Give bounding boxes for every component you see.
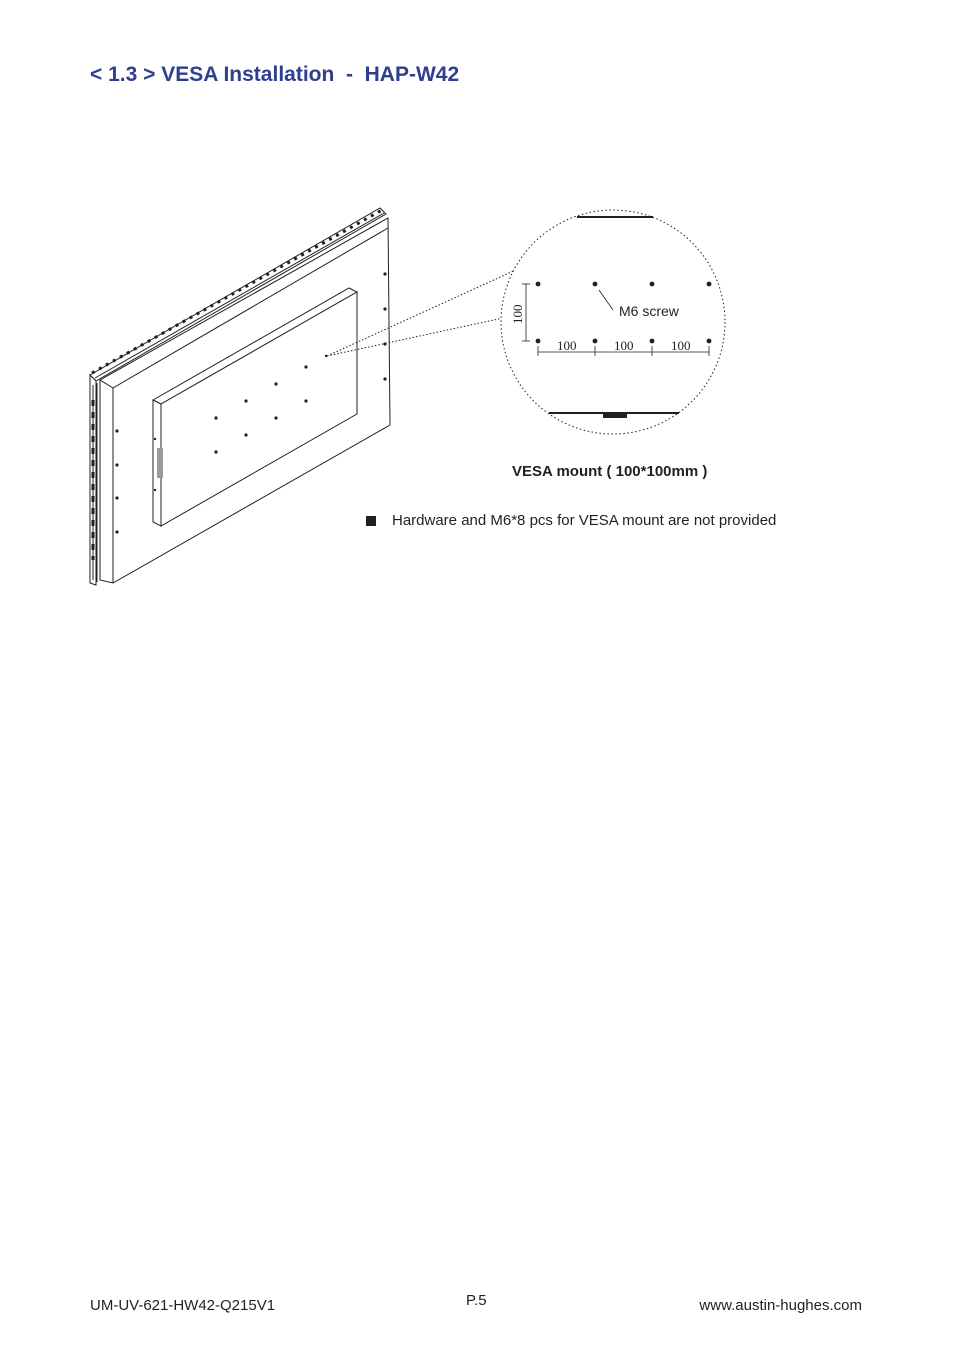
footer-page-number: P.5 xyxy=(466,1292,487,1309)
note-item xyxy=(366,512,776,529)
dimension-horizontal-label: 100 xyxy=(671,338,691,353)
section-title: < 1.3 > VESA Installation - HAP-W42 xyxy=(90,63,460,86)
dimension-horizontal-label: 100 xyxy=(614,338,634,353)
square-bullet-icon xyxy=(366,516,376,526)
dimension-vertical-label: 100 xyxy=(510,304,525,324)
footer-website: www.austin-hughes.com xyxy=(699,1297,862,1314)
screw-label: M6 screw xyxy=(619,303,679,319)
detail-magnifier xyxy=(501,210,725,434)
footer-document-code: UM-UV-621-HW42-Q215V1 xyxy=(90,1297,276,1314)
dimension-horizontal-label: 100 xyxy=(557,338,577,353)
monitor-drawing xyxy=(90,208,390,585)
note-text: Hardware and M6*8 pcs for VESA mount are not provided xyxy=(392,512,777,529)
figure-caption: VESA mount ( 100*100mm ) xyxy=(512,463,708,480)
